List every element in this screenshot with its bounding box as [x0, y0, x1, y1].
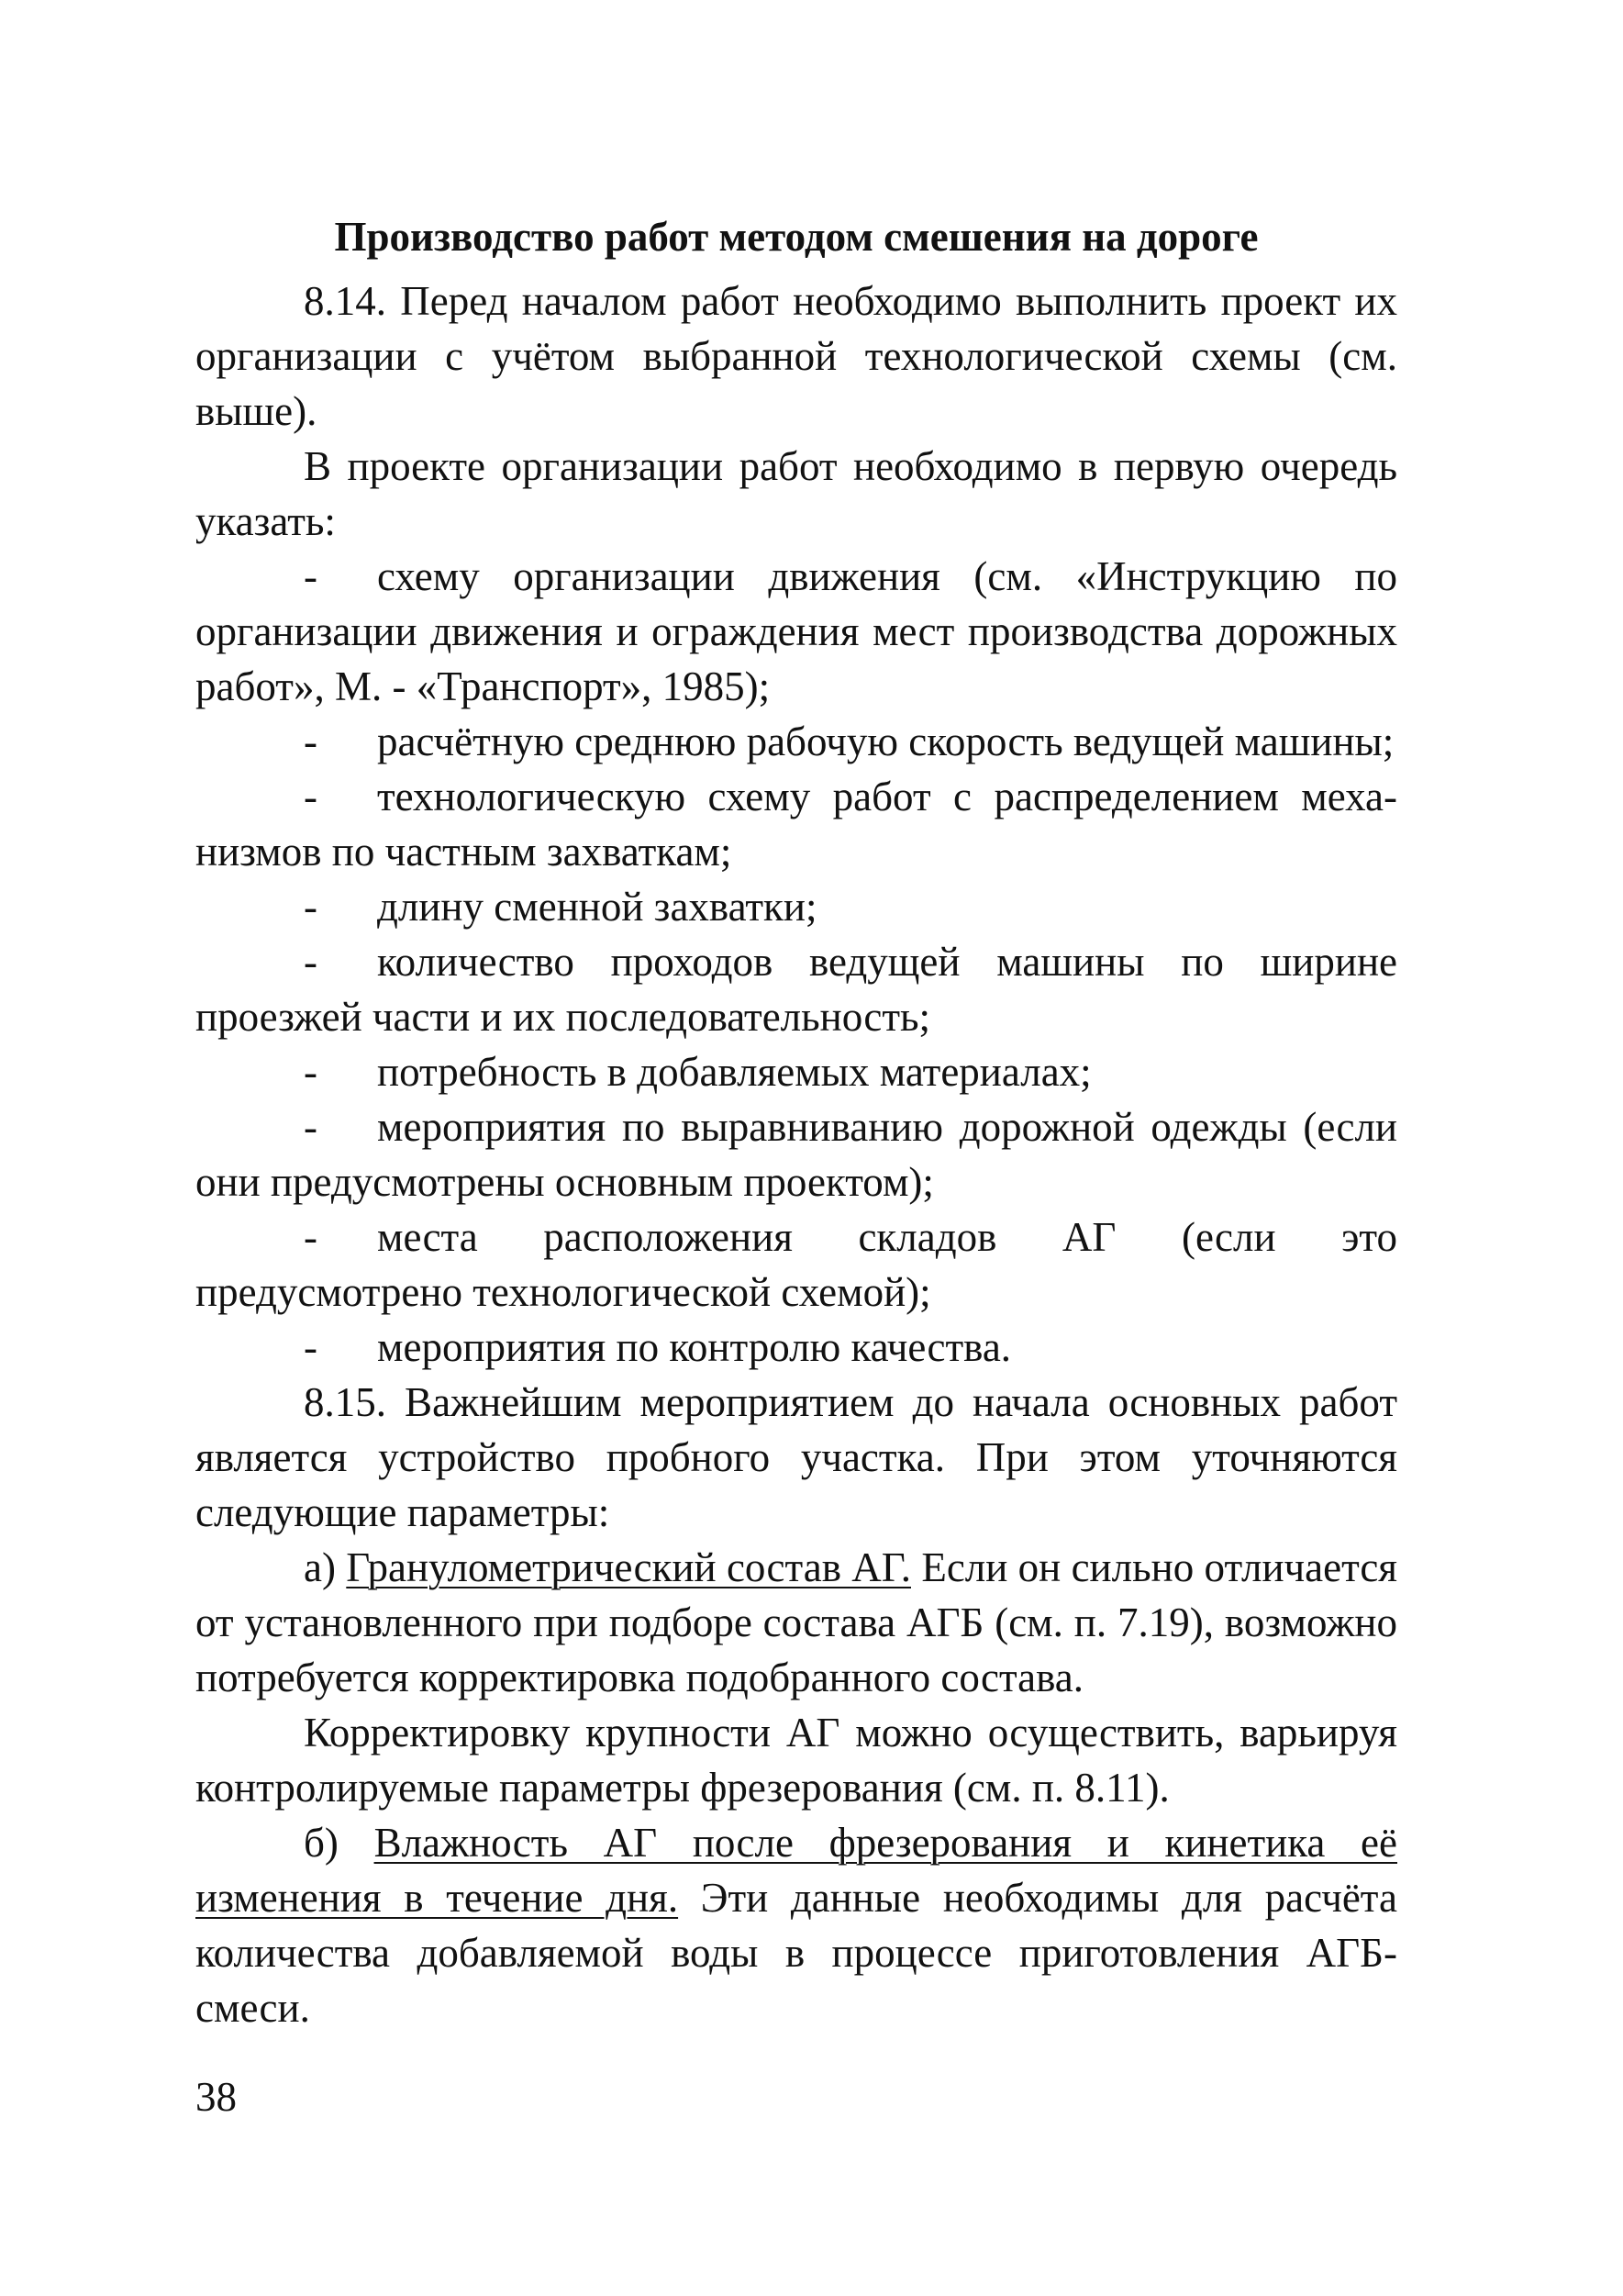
list-item-text: мероприятия по контролю качества.	[377, 1324, 1012, 1370]
paragraph-item-b	[195, 1815, 1397, 2035]
item-b-underlined: Влажность АГ после фрезерования и кинетика её изменения в течение дня.	[195, 1820, 1397, 1921]
list-dash: -	[304, 1049, 317, 1095]
item-b-prefix: б)	[304, 1820, 374, 1866]
item-a-rest: Если он сильно отличается от установленного при подборе состава АГБ (см. п. 7.19), возможно потребуется корректировка подобранного состава.	[195, 1544, 1397, 1700]
list-item	[195, 1320, 1397, 1375]
paragraph-8-14: 8.14. Перед началом работ необходимо выполнить проект их организации с учётом выбранной технологической схемы (см. выше).	[195, 278, 1397, 434]
item-a-underlined: Гранулометрический состав АГ.	[346, 1544, 911, 1590]
list-item	[195, 714, 1397, 769]
list-item-text: количество проходов ведущей машины по ширине проезжей части и их последовательность;	[195, 939, 1397, 1040]
paragraph-item-a	[195, 1540, 1397, 1705]
list-dash: -	[304, 1104, 317, 1150]
list-dash: -	[304, 939, 317, 985]
list-dash: -	[304, 719, 317, 764]
list-dash: -	[304, 884, 317, 930]
list-item	[195, 1209, 1397, 1320]
list-dash: -	[304, 774, 317, 819]
list-item-text: расчётную среднюю рабочую скорость ведущей машины;	[377, 719, 1395, 764]
list-item-text: длину сменной захватки;	[377, 884, 817, 930]
list-item	[195, 769, 1397, 879]
paragraph-8-15: 8.15. Важнейшим мероприятием до начала основных работ является устройство пробного участка. При этом уточняются следующие параметры:	[195, 1379, 1397, 1535]
list-item	[195, 879, 1397, 934]
list-item	[195, 549, 1397, 714]
list-item-text: технологическую схему работ с распределением механизмов по частным захваткам;	[195, 774, 1397, 875]
list-dash: -	[304, 553, 317, 599]
list-item-text: мероприятия по выравниванию дорожной одежды (если они предусмотрены основным проектом);	[195, 1104, 1397, 1205]
list-dash: -	[304, 1214, 317, 1260]
text-block	[195, 209, 1397, 2035]
item-a-prefix: а)	[304, 1544, 347, 1590]
list-item-text: потребность в добавляемых материалах;	[377, 1049, 1092, 1095]
list-item-text: места расположения складов АГ (если это предусмотрено технологической схемой);	[195, 1214, 1397, 1315]
page-number: 38	[195, 2074, 237, 2120]
list-item	[195, 1099, 1397, 1209]
paragraph-correction: Корректировку крупности АГ можно осуществить, варьируя контролируемые параметры фрезерования (см. п. 8.11).	[195, 1710, 1397, 1811]
section-heading: Производство работ методом смешения на дороге	[334, 214, 1259, 260]
paragraph-plan-intro: В проекте организации работ необходимо в первую очередь указать:	[195, 443, 1397, 544]
list-dash: -	[304, 1324, 317, 1370]
list-item	[195, 1044, 1397, 1099]
list-item-text: схему организации движения (см. «Инструкцию по организации движения и ограждения мест производства дорожных работ», М. - «Транспорт», 1985);	[195, 553, 1397, 709]
item-b-rest: Эти данные необходимы для расчёта количества добавляемой воды в процессе приготовления АГБ-смеси.	[195, 1875, 1397, 2031]
list-item	[195, 934, 1397, 1044]
